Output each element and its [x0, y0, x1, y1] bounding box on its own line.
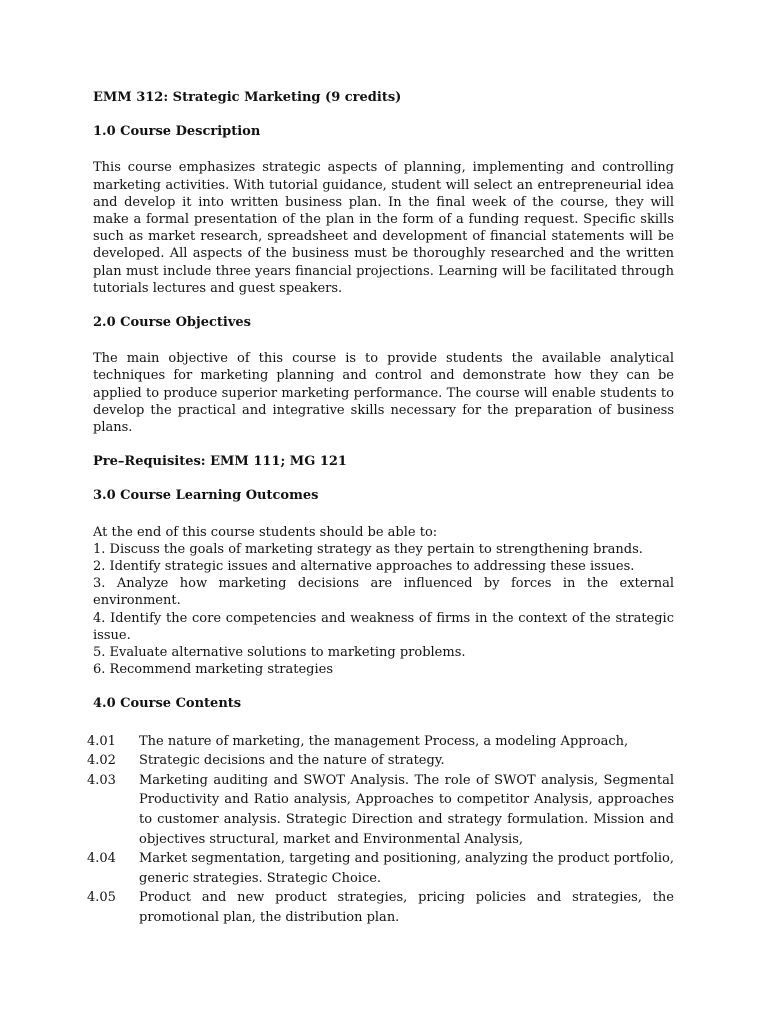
- learning-outcome-item: 2. Identify strategic issues and alternative approaches to addressing these issues.: [93, 559, 635, 575]
- course-objectives-text: The main objective of this course is to provide students the available analytical techniques for marketing planning and control and demonstrate how they can be applied to produce superior marketing performance. The course will enable students to develop the practical and integrative skills necessary for the preparation of business plans.: [93, 351, 674, 436]
- contents-item-text: Product and new product strategies, pricing policies and strategies, the promotional plan, the distribution plan.: [139, 890, 674, 926]
- course-objectives-heading: 2.0 Course Objectives: [93, 315, 251, 331]
- prerequisites: Pre–Requisites: EMM 111; MG 121: [93, 454, 347, 470]
- contents-item-text: Strategic decisions and the nature of strategy.: [139, 753, 445, 769]
- contents-item: [87, 888, 674, 927]
- contents-item: [87, 732, 674, 752]
- course-contents-list: [87, 732, 674, 928]
- course-description-heading: 1.0 Course Description: [93, 124, 261, 140]
- contents-item-number: 4.03: [87, 772, 116, 788]
- contents-item-number: 4.04: [87, 851, 116, 867]
- course-title: EMM 312: Strategic Marketing (9 credits): [93, 90, 402, 105]
- contents-item-number: 4.01: [87, 733, 116, 749]
- contents-item-text: Marketing auditing and SWOT Analysis. The role of SWOT analysis, Segmental Productivity and Ratio analysis, Approaches to competitor Analysis, approaches to customer analysis. Strategic Direction and strategy formulation. Mission and objectives structural, market and Environmental Analysis,: [139, 772, 674, 847]
- learning-outcomes-intro: At the end of this course students should be able to:: [93, 524, 438, 540]
- course-contents-heading: 4.0 Course Contents: [93, 696, 242, 712]
- learning-outcome-item: 1. Discuss the goals of marketing strategy as they pertain to strengthening brands.: [93, 541, 643, 557]
- contents-item: [87, 771, 674, 849]
- learning-outcomes-heading: 3.0 Course Learning Outcomes: [93, 488, 319, 504]
- contents-item: [87, 849, 674, 888]
- contents-item-text: The nature of marketing, the management Process, a modeling Approach,: [139, 733, 629, 749]
- contents-item: [87, 751, 674, 771]
- contents-item-text: Market segmentation, targeting and positioning, analyzing the product portfolio, generic strategies. Strategic Choice.: [139, 851, 674, 886]
- document-content: [87, 89, 674, 928]
- learning-outcome-item: 5. Evaluate alternative solutions to marketing problems.: [93, 645, 466, 661]
- course-description-text: This course emphasizes strategic aspects of planning, implementing and controlling marketing activities. With tutorial guidance, student will select an entrepreneurial idea and develop it into written business plan. In the final week of the course, they will make a formal presentation of the plan in the form of a funding request. Specific skills such as market research, spreadsheet and development of financial statements will be developed. All aspects of the business must be thoroughly researched and the written plan must include three years financial projections. Learning will be facilitated through tutorials lectures and guest speakers.: [93, 160, 674, 296]
- contents-item-number: 4.02: [87, 753, 116, 769]
- learning-outcome-item: 3. Analyze how marketing decisions are influenced by forces in the external environment.: [93, 576, 674, 609]
- learning-outcome-item: 4. Identify the core competencies and weakness of firms in the context of the strategic issue.: [93, 610, 674, 643]
- contents-item-number: 4.05: [87, 890, 116, 906]
- learning-outcome-item: 6. Recommend marketing strategies: [93, 662, 333, 678]
